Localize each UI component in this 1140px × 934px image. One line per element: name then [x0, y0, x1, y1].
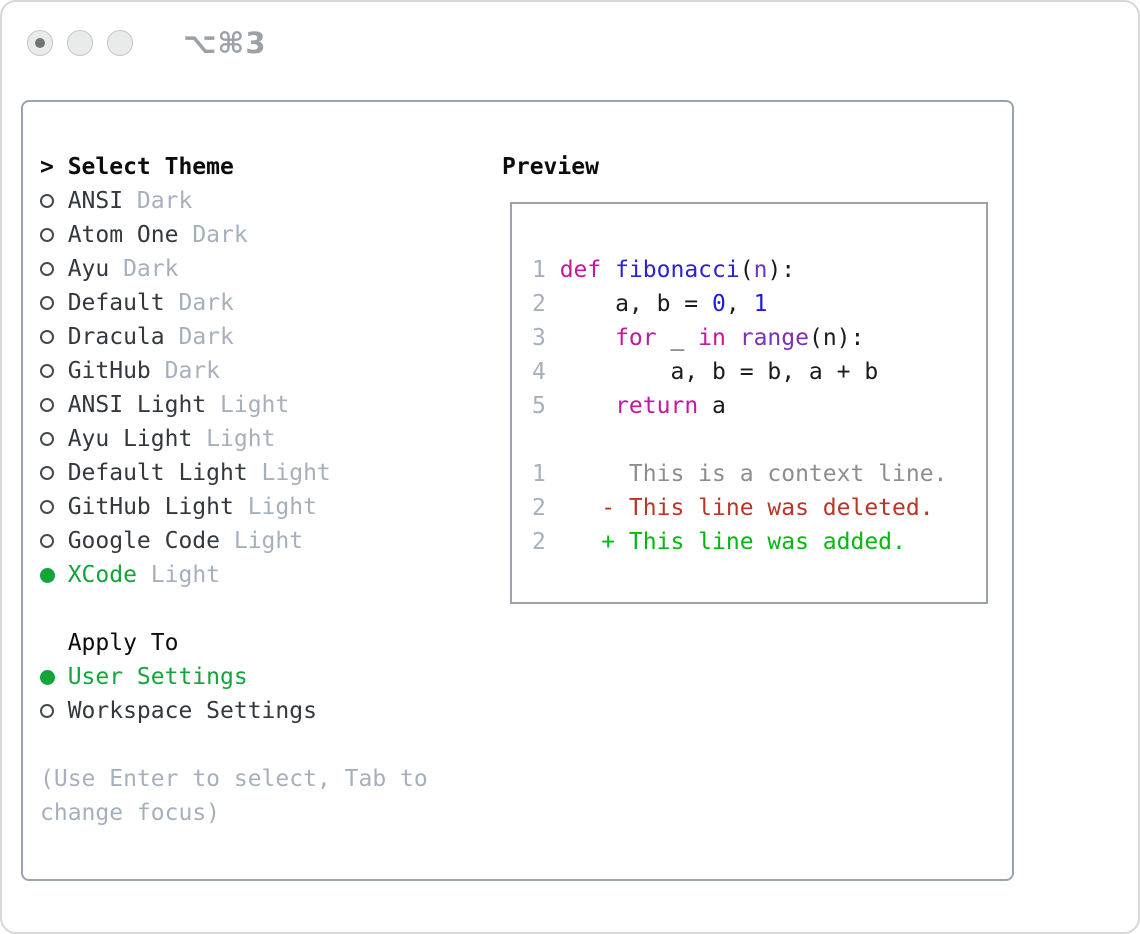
radio-selected-icon — [40, 568, 68, 583]
line-number: 4 — [532, 359, 546, 385]
code-token — [601, 253, 615, 287]
line-number: 3 — [532, 325, 546, 351]
code-token: - This line was deleted. — [559, 495, 934, 521]
code-token — [726, 321, 740, 355]
active-dot-icon — [35, 38, 45, 48]
prompt-icon: > — [40, 154, 54, 180]
code-line — [532, 491, 986, 525]
theme-name: ANSI — [67, 188, 124, 214]
spacer — [40, 592, 428, 626]
theme-variant-tag: Light — [261, 460, 331, 486]
radio-icon — [40, 330, 68, 344]
theme-option-default[interactable] — [40, 286, 428, 320]
theme-name: GitHub Light — [67, 494, 234, 520]
line-number: 1 — [532, 257, 546, 283]
theme-name: Default Light — [67, 460, 248, 486]
theme-option-github-light[interactable] — [40, 490, 428, 524]
theme-variant-tag: Dark — [178, 290, 234, 316]
code-token: + This line was added. — [559, 529, 906, 555]
radio-icon — [40, 398, 68, 412]
radio-icon — [40, 500, 68, 514]
theme-option-ansi-light[interactable] — [40, 388, 428, 422]
theme-variant-tag: Light — [206, 426, 276, 452]
keyboard-shortcut-label: ⌥⌘3 — [183, 26, 267, 60]
select-theme-title: Select Theme — [67, 154, 234, 180]
theme-name: Default — [67, 290, 165, 316]
line-number: 2 — [532, 495, 546, 521]
theme-variant-tag: Light — [233, 528, 304, 554]
apply-to-options — [40, 660, 428, 728]
code-token: _ — [656, 325, 699, 351]
code-line — [532, 423, 986, 457]
code-token: ): — [767, 257, 796, 283]
theme-name: Ayu Light — [67, 426, 193, 452]
theme-options — [40, 184, 428, 592]
theme-name: XCode — [67, 562, 137, 588]
theme-option-ansi[interactable] — [40, 184, 428, 218]
theme-name: GitHub — [67, 358, 151, 384]
theme-name: Atom One — [67, 222, 179, 248]
theme-variant-tag: Dark — [164, 358, 221, 384]
code-token: 1 — [753, 291, 768, 317]
theme-variant-tag: Dark — [178, 324, 234, 350]
preview-heading: Preview — [502, 154, 599, 180]
line-number: 5 — [532, 393, 546, 419]
apply-to-heading-row — [40, 626, 428, 660]
radio-selected-icon — [40, 670, 68, 685]
theme-list — [40, 150, 428, 830]
line-number — [532, 423, 560, 457]
apply-to-title: Apply To — [67, 630, 179, 656]
theme-variant-tag: Dark — [192, 222, 248, 248]
theme-option-default-light[interactable] — [40, 456, 428, 490]
theme-option-google-code[interactable] — [40, 524, 428, 558]
theme-option-ayu-light[interactable] — [40, 422, 428, 456]
code-token: fibonacci — [615, 257, 740, 283]
code-token: n — [753, 257, 768, 283]
code-line — [532, 287, 986, 321]
theme-variant-tag: Light — [220, 392, 290, 418]
theme-name: Ayu — [67, 256, 110, 282]
spacer — [40, 728, 428, 762]
theme-name: Dracula — [67, 324, 165, 350]
code-line — [532, 321, 986, 355]
theme-variant-tag: Light — [247, 494, 317, 520]
code-token: in — [698, 325, 726, 351]
hint-line: change focus) — [40, 800, 221, 826]
code-token: This is a context line. — [559, 461, 948, 487]
preview-code — [532, 253, 986, 559]
theme-variant-tag: Light — [150, 562, 221, 588]
code-token: a — [698, 393, 726, 419]
radio-icon — [40, 364, 68, 378]
radio-icon — [40, 534, 68, 548]
code-line — [532, 389, 986, 423]
code-token: return — [615, 393, 699, 419]
radio-icon — [40, 296, 68, 310]
code-token: for — [615, 325, 657, 351]
radio-icon — [40, 466, 68, 480]
code-token: a, b = b, a + b — [559, 359, 879, 385]
window-minimize-button[interactable] — [67, 30, 93, 56]
line-number: 2 — [532, 291, 546, 317]
theme-option-dracula[interactable] — [40, 320, 428, 354]
code-token — [560, 321, 615, 355]
radio-icon — [40, 228, 68, 242]
radio-icon — [40, 704, 68, 718]
line-number: 1 — [532, 461, 546, 487]
code-token: 0 — [712, 291, 726, 317]
code-token: range — [739, 325, 809, 351]
code-token — [560, 389, 615, 423]
code-line — [532, 253, 986, 287]
theme-name: ANSI Light — [67, 392, 207, 418]
hint-line: (Use Enter to select, Tab to — [40, 766, 428, 792]
code-line — [532, 457, 986, 491]
radio-icon — [40, 262, 68, 276]
radio-icon — [40, 194, 68, 208]
window-zoom-button[interactable] — [107, 30, 133, 56]
code-token: ( — [739, 257, 754, 283]
theme-option-ayu[interactable] — [40, 252, 428, 286]
window-close-button[interactable] — [27, 30, 53, 56]
code-token: def — [559, 257, 602, 283]
theme-picker-panel — [21, 100, 1014, 881]
apply-option-user-settings[interactable] — [40, 660, 428, 694]
preview-box — [510, 202, 988, 604]
hint-text — [40, 762, 428, 830]
select-theme-heading-row — [40, 150, 428, 184]
apply-option-label: Workspace Settings — [67, 698, 317, 724]
titlebar — [27, 26, 267, 60]
theme-option-github[interactable] — [40, 354, 428, 388]
code-token: a, b = — [559, 291, 713, 317]
theme-name: Google Code — [67, 528, 221, 554]
code-line — [532, 355, 986, 389]
theme-variant-tag: Dark — [136, 188, 193, 214]
apply-option-label: User Settings — [67, 664, 248, 690]
code-token: (n): — [808, 325, 865, 351]
theme-option-xcode[interactable] — [40, 558, 428, 592]
theme-option-atom-one[interactable] — [40, 218, 428, 252]
radio-icon — [40, 432, 68, 446]
code-line — [532, 525, 986, 559]
code-token: , — [725, 291, 754, 317]
line-number: 2 — [532, 529, 546, 555]
apply-option-workspace-settings[interactable] — [40, 694, 428, 728]
theme-variant-tag: Dark — [123, 256, 179, 282]
